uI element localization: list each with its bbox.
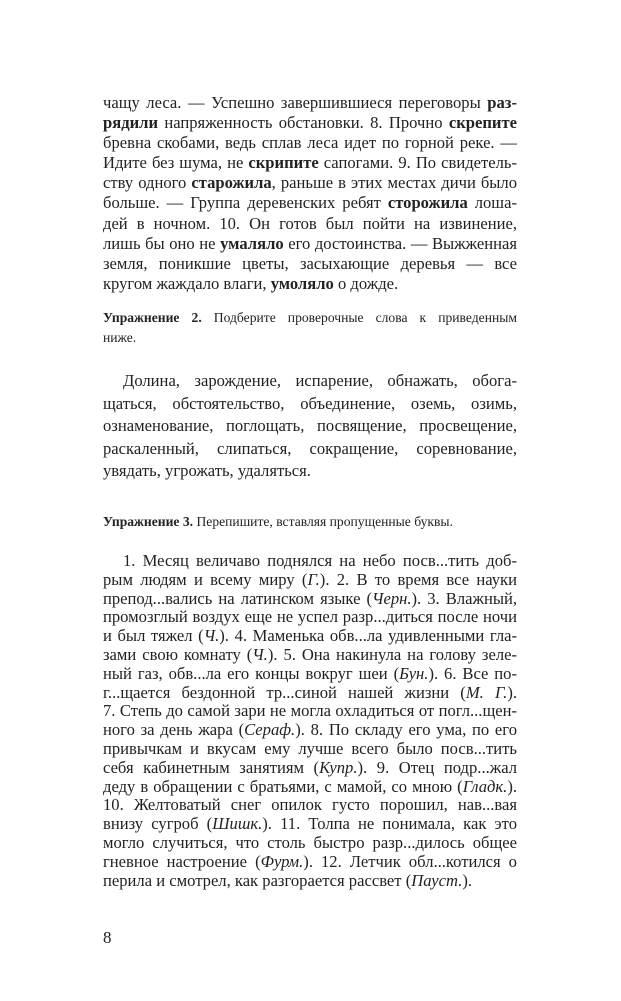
bold-term: старожила (191, 173, 272, 193)
text-line (103, 328, 517, 348)
text-line (103, 512, 517, 532)
bold-term: умоляло (270, 273, 334, 293)
text-run: перила и смотрел, как разгорается рассвет ( (103, 870, 412, 890)
text-run: щаться, обстоятельство, объединение, оземь, озимь, (103, 393, 517, 413)
text-run: ). 2. В то время все науки (319, 569, 517, 589)
author-citation: Гладк. (462, 776, 508, 796)
text-run: ). 5. Она накинула на голову зеле- (267, 644, 517, 664)
text-run: чащу леса. — Успешно завершившиеся переговоры (103, 93, 488, 112)
text-run: лишь бы оно не (103, 233, 221, 253)
text-run: зами свою комнату ( (103, 644, 253, 664)
text-line (103, 393, 517, 416)
text-run: ). 3. Влажный, (411, 588, 518, 608)
bold-term: рядили (103, 113, 159, 133)
author-citation: Ч. (252, 644, 268, 664)
bold-term: Упражнение 3. (103, 514, 194, 529)
text-run: о дожде. (333, 273, 399, 293)
bold-term: раз- (487, 93, 517, 112)
text-line (103, 627, 517, 646)
text-run: г...щается бездонной тр...синой нашей жизни ( (103, 682, 466, 702)
text-run: рым людям и всему миру ( (103, 569, 308, 589)
text-line (103, 438, 517, 461)
page-number: 8 (103, 928, 112, 947)
text-run: увядать, угрожать, удаляться. (103, 461, 311, 480)
author-citation: Бун. (399, 663, 429, 683)
text-line (103, 308, 517, 328)
author-citation: Пауст. (411, 870, 463, 890)
text-run: Перепишите, вставляя пропущенные буквы. (193, 514, 453, 529)
text-run: кругом жаждало влаги, (103, 273, 271, 293)
text-line (103, 552, 517, 571)
text-run: ). (462, 870, 473, 890)
text-line (103, 274, 517, 294)
text-line (103, 815, 517, 834)
text-run: , раньше в этих местах дичи было (271, 173, 518, 193)
text-run: препод...вались на латинском языке ( (103, 588, 373, 608)
text-run: ). (507, 682, 517, 702)
text-line (103, 646, 517, 665)
text-run: лоша- (467, 193, 517, 213)
text-run: ству одного (103, 173, 192, 193)
exercise-2-word-list (103, 370, 517, 483)
text-line (103, 93, 517, 113)
text-line (103, 415, 517, 438)
paragraph-continuation (103, 93, 517, 294)
exercise-3-heading (103, 512, 517, 532)
text-line (103, 193, 517, 213)
text-line (103, 796, 517, 815)
text-run: ный газ, обв...ла его концы вокруг шеи ( (103, 663, 400, 683)
text-line (103, 173, 517, 193)
text-run: бревна скобами, ведь сплав леса идет по горной реке. — (103, 133, 517, 153)
text-run: и был тяжел ( (103, 626, 204, 646)
text-run: ). 9. Отец подр...жал (357, 757, 517, 777)
text-run: его достоинства. — Выжженная (283, 233, 517, 253)
text-run: 1. Месяц величаво поднялся на небо посв...тить доб- (123, 551, 517, 570)
text-run: раскаленный, слипаться, сокращение, соревнование, (103, 438, 517, 458)
text-run: 10. Желтоватый снег опилок густо порошил, нав...вая (103, 795, 517, 815)
text-line (103, 872, 517, 891)
text-line (103, 153, 517, 173)
text-line (103, 684, 517, 703)
text-line (103, 254, 517, 274)
text-run: ниже. (103, 330, 137, 345)
text-run: деду в обращении с братьями, с мамой, со мною ( (103, 776, 463, 796)
exercise-3-text (103, 552, 517, 890)
author-citation: Ч. (203, 626, 220, 646)
bold-term: сторожила (387, 193, 468, 213)
text-run: могло случиться, что столь быстро разр...дилось общее (103, 832, 517, 852)
text-line (103, 460, 517, 483)
author-citation: М. Г. (465, 682, 508, 702)
text-run: сапогами. 9. По свидетель- (318, 153, 517, 173)
text-run: гневное настроение ( (103, 851, 261, 871)
text-run: промозглый воздух еще не успел разр...диться после ночи (103, 607, 517, 627)
author-citation: Сераф. (244, 720, 296, 740)
text-run: ). 6. Все по- (428, 663, 517, 683)
text-line (103, 234, 517, 254)
text-run: ). 8. По складу его ума, по его (295, 720, 517, 740)
text-run: больше. — Группа деревенских ребят (103, 193, 388, 213)
bold-term: скрепите (448, 113, 517, 133)
text-line (103, 740, 517, 759)
text-run: напряженность обстановки. 8. Прочно (158, 113, 449, 133)
author-citation: Шишк. (212, 814, 263, 834)
text-line (103, 853, 517, 872)
bold-term: умаляло (220, 233, 284, 253)
text-run: ). 12. Летчик обл...котился о (303, 851, 517, 871)
text-line (103, 214, 517, 234)
text-line (103, 834, 517, 853)
text-run: Идите без шума, не (103, 153, 249, 173)
exercise-2-heading (103, 308, 517, 348)
text-line (103, 778, 517, 797)
text-run: привычкам и вкусам ему лучше всего было посв...тить (103, 738, 517, 758)
text-run: земля, поникшие цветы, засыхающие деревья — все (103, 253, 517, 273)
text-line (103, 721, 517, 740)
text-run: себя кабинетным занятиям ( (103, 757, 320, 777)
text-run: ). 11. Толпа не понимала, как это (262, 814, 518, 834)
bold-term: скрипите (248, 153, 319, 173)
text-run: Подберите проверочные слова к приведенным (201, 310, 517, 325)
text-run: ознаменование, поглощать, посвящение, просвещение, (103, 416, 517, 435)
text-run: ). (507, 776, 517, 796)
text-line (103, 702, 517, 721)
text-run: 7. Степь до самой зари не могла охладиться от погл...щен- (103, 701, 517, 721)
text-line (103, 665, 517, 684)
author-citation: Купр. (319, 757, 358, 777)
text-run: ). 4. Маменька обв...ла удивленными гла- (219, 626, 518, 646)
author-citation: Фурм. (260, 851, 304, 871)
text-line (103, 590, 517, 609)
author-citation: Г. (307, 569, 320, 589)
text-line (103, 113, 517, 133)
author-citation: Черн. (372, 588, 412, 608)
text-line (103, 370, 517, 393)
text-line (103, 759, 517, 778)
text-line (103, 133, 517, 153)
text-line (103, 571, 517, 590)
text-run: Долина, зарождение, испарение, обнажать, обога- (123, 371, 517, 390)
text-line (103, 608, 517, 627)
text-run: внизу сугроб ( (103, 814, 213, 834)
text-run: дей в ночном. 10. Он готов был пойти на извинение, (103, 213, 517, 233)
bold-term: Упражнение 2. (103, 310, 202, 325)
text-run: ного за день жара ( (103, 720, 245, 740)
